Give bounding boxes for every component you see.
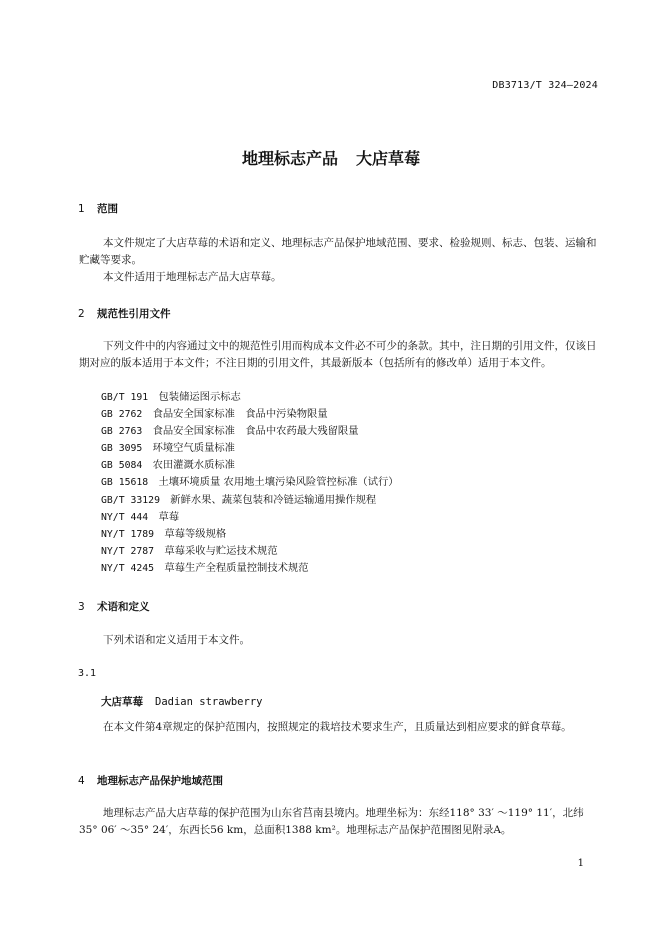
term-chinese: 大店草莓 <box>101 696 143 708</box>
reference-item <box>101 560 399 577</box>
reference-item <box>101 526 399 543</box>
reference-title: 草莓采收与贮运技术规范 <box>164 544 278 557</box>
section-title: 术语和定义 <box>97 601 150 613</box>
reference-code: GB/T 191 <box>101 392 149 403</box>
section-number: 4 <box>78 775 85 787</box>
section-2-heading <box>78 306 171 321</box>
term-entry <box>101 694 262 709</box>
reference-code: GB/T 33129 <box>101 494 160 506</box>
reference-item <box>101 440 399 457</box>
reference-item <box>101 509 399 526</box>
reference-title: 新鲜水果、蔬菜包装和冷链运输通用操作规程 <box>170 493 377 506</box>
reference-code: GB 5084 <box>101 460 143 472</box>
page-number: 1 <box>577 858 584 869</box>
section-4-paragraph-1: 地理标志产品大店草莓的保护范围为山东省莒南县境内。地理坐标为：东经118° 33′ ～119° 11′，北纬35° 06′ ～35° 24′，东西长56 km，总面积1388 km²。地理标志产品保护范围图见附录A。 <box>79 807 584 836</box>
reference-title: 草莓 <box>158 510 180 523</box>
section-title: 范围 <box>97 203 118 215</box>
reference-title: 农田灌溉水质标准 <box>152 459 235 472</box>
reference-item <box>101 543 399 560</box>
section-1-heading <box>78 201 118 216</box>
reference-title: 食品安全国家标准 食品中污染物限量 <box>152 408 328 421</box>
reference-item <box>101 389 399 406</box>
reference-title: 包装储运图示标志 <box>158 391 241 403</box>
section-3-heading <box>78 599 150 614</box>
title-part-2: 大店草莓 <box>356 149 421 168</box>
reference-title: 食品安全国家标准 食品中农药最大残留限量 <box>152 425 359 438</box>
section-number: 3 <box>78 601 85 613</box>
section-2-paragraph-1: 下列文件中的内容通过文中的规范性引用而构成本文件必不可少的条款。其中，注日期的引用文件，仅该日期对应的版本适用于本文件；不注日期的引用文件，其最新版本（包括所有的修改单）适用于本文件。 <box>79 340 597 369</box>
document-title <box>0 146 662 169</box>
section-title: 地理标志产品保护地域范围 <box>97 775 223 787</box>
section-1-paragraph-2: 本文件适用于地理标志产品大店草莓。 <box>103 271 282 283</box>
section-title: 规范性引用文件 <box>97 308 171 320</box>
subclause-number: 3.1 <box>78 668 97 679</box>
reference-item <box>101 492 399 509</box>
reference-code: NY/T 1789 <box>101 528 155 540</box>
section-number: 1 <box>78 203 85 215</box>
reference-title: 土壤环境质量 农用地土壤污染风险管控标准（试行） <box>158 476 399 489</box>
reference-code: NY/T 4245 <box>101 562 155 574</box>
section-4-heading <box>78 773 223 788</box>
section-1-paragraph-1: 本文件规定了大店草莓的术语和定义、地理标志产品保护地域范围、要求、检验规则、标志、包装、运输和贮藏等要求。 <box>79 237 597 266</box>
section-number: 2 <box>78 308 85 320</box>
reference-code: GB 3095 <box>101 443 143 455</box>
reference-title: 草莓生产全程质量控制技术规范 <box>164 561 309 574</box>
reference-title: 草莓等级规格 <box>164 527 227 540</box>
document-number: DB3713/T 324—2024 <box>492 80 598 91</box>
term-english: Dadian strawberry <box>155 696 263 708</box>
term-definition: 在本文件第4章规定的保护范围内，按照规定的栽培技术要求生产，且质量达到相应要求的鲜食草莓。 <box>103 721 572 733</box>
reference-code: GB 2763 <box>101 426 143 438</box>
reference-item <box>101 457 399 474</box>
title-part-1: 地理标志产品 <box>241 149 338 168</box>
reference-code: GB 15618 <box>101 477 149 489</box>
reference-item <box>101 474 399 491</box>
section-3-paragraph-1: 下列术语和定义适用于本文件。 <box>103 634 250 646</box>
reference-title: 环境空气质量标准 <box>152 442 235 455</box>
reference-item <box>101 423 399 440</box>
reference-code: GB 2762 <box>101 409 143 421</box>
normative-references-list <box>101 389 399 577</box>
reference-item <box>101 406 399 423</box>
reference-code: NY/T 2787 <box>101 545 155 557</box>
reference-code: NY/T 444 <box>101 511 149 523</box>
